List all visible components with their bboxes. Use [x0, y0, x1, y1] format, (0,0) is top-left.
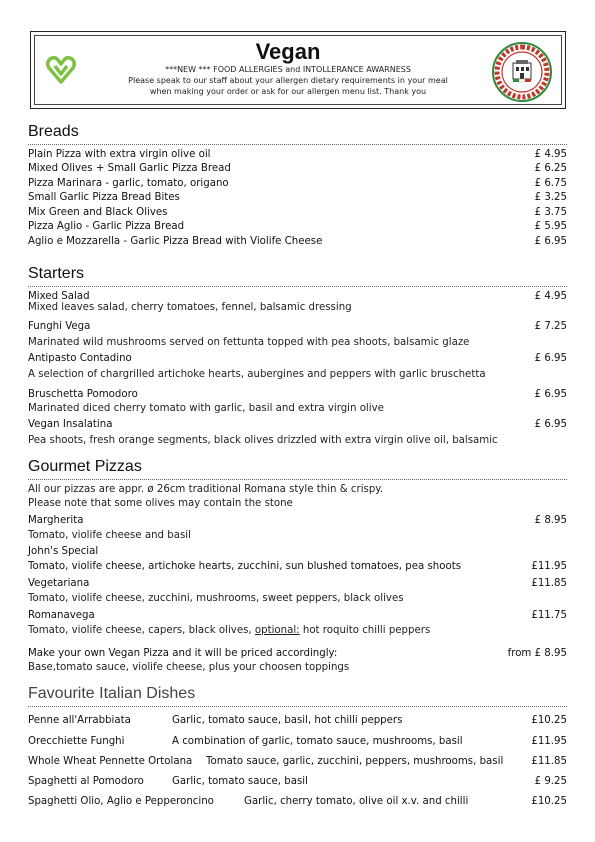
optional-label: optional:: [254, 625, 300, 636]
own-pizza-title: Make your own Vegan Pizza and it will be priced accordingly:: [28, 648, 338, 659]
bread-name: Pizza Aglio - Garlic Pizza Bread: [28, 221, 185, 232]
pizzas-intro-1: All our pizzas are appr. ø 26cm traditional Romana style thin & crispy.: [28, 484, 384, 495]
pizza-price: £11.75: [531, 610, 567, 621]
pizza-name: John's Special: [28, 546, 99, 557]
favourites-title: Favourite Italian Dishes: [28, 685, 196, 702]
bread-price: £ 5.95: [534, 221, 567, 232]
dish-name: Penne all'Arrabbiata: [28, 715, 131, 726]
pizzas-intro-2: Please note that some olives may contain the stone: [28, 498, 293, 509]
starter-price: £ 6.95: [534, 353, 567, 364]
bread-name: Small Garlic Pizza Bread Bites: [28, 192, 180, 203]
starters-title: Starters: [28, 265, 85, 282]
dish-desc: Garlic, tomato sauce, basil: [172, 776, 308, 787]
dish-price: £11.95: [531, 736, 567, 747]
pizza-desc-part: Tomato, violife cheese, capers, black olives,: [28, 625, 255, 636]
header-center: [95, 40, 481, 97]
dish-price: £ 9.25: [534, 776, 567, 787]
pizza-name: Vegetariana: [28, 578, 90, 589]
dish-desc: Tomato sauce, garlic, zucchini, peppers, mushrooms, basil: [206, 756, 504, 767]
favourites-section: [28, 684, 567, 807]
allergy-line-2: when making your order or ask for our allergen menu list. Thank you: [149, 87, 427, 96]
pizza-price: £11.95: [531, 561, 567, 572]
starter-desc: Marinated diced cherry tomato with garlic, basil and extra virgin olive: [28, 403, 384, 414]
own-pizza-price: from £ 8.95: [507, 648, 567, 659]
starter-price: £ 4.95: [534, 291, 567, 302]
breads-title: Breads: [28, 123, 79, 140]
starter-price: £ 6.95: [534, 419, 567, 430]
allergy-notice: ***NEW *** FOOD ALLERGIES and INTOLLERANCE AWARNESS: [165, 65, 411, 74]
pizza-desc: Tomato, violife cheese, artichoke hearts, zucchini, sun blushed tomatoes, pea shoots: [28, 561, 462, 572]
pizzas-rule: [28, 479, 567, 480]
starter-desc: Pea shoots, fresh orange segments, black olives drizzled with extra virgin olive oil, balsamic: [28, 435, 498, 446]
bread-name: Pizza Marinara - garlic, tomato, origano: [28, 178, 229, 189]
pizzas-section: [28, 457, 567, 673]
pizza-price: £ 8.95: [534, 515, 567, 526]
breads-section: [28, 122, 567, 247]
dish-desc: Garlic, tomato sauce, basil, hot chilli peppers: [172, 715, 403, 726]
favourites-rule: [28, 706, 567, 707]
vegan-heart-icon: [46, 55, 76, 85]
dish-name: Spaghetti Olio, Aglio e Pepperoncino: [28, 796, 214, 807]
pizzas-title: Gourmet Pizzas: [28, 458, 142, 475]
starter-price: £ 6.95: [534, 389, 567, 400]
dish-price: £10.25: [531, 715, 567, 726]
allergy-line-1: Please speak to our staff about your allergen dietary requirements in your meal: [128, 76, 448, 85]
bread-price: £ 3.25: [534, 192, 567, 203]
pizza-desc: [28, 624, 430, 638]
restaurant-seal-logo: [491, 41, 553, 103]
starter-name: Funghi Vega: [28, 321, 91, 332]
header-box: [30, 31, 566, 109]
dish-desc: A combination of garlic, tomato sauce, mushrooms, basil: [172, 736, 463, 747]
bread-price: £ 6.95: [534, 236, 567, 247]
bread-name: Aglio e Mozzarella - Garlic Pizza Bread with Violife Cheese: [28, 236, 323, 247]
bread-price: £ 4.95: [534, 149, 567, 160]
starter-desc: Mixed leaves salad, cherry tomatoes, fennel, balsamic dressing: [28, 302, 352, 313]
page-title: Vegan: [255, 39, 321, 64]
pizza-price: £11.85: [531, 578, 567, 589]
starters-rule: [28, 286, 567, 287]
starter-name: Mixed Salad: [28, 291, 90, 302]
bread-price: £ 3.75: [534, 207, 567, 218]
bread-price: £ 6.25: [534, 163, 567, 174]
starter-name: Antipasto Contadino: [28, 353, 132, 364]
pizza-desc: Tomato, violife cheese and basil: [28, 530, 191, 541]
dish-name: Orecchiette Funghi: [28, 736, 125, 747]
bread-name: Mixed Olives + Small Garlic Pizza Bread: [28, 163, 231, 174]
dish-price: £10.25: [531, 796, 567, 807]
starters-section: [28, 264, 567, 446]
dish-name: Spaghetti al Pomodoro: [28, 776, 144, 787]
dish-price: £11.85: [531, 756, 567, 767]
pizza-desc-part: hot roquito chilli peppers: [299, 625, 431, 636]
pizza-name: Romanavega: [28, 610, 95, 621]
bread-price: £ 6.75: [534, 178, 567, 189]
own-pizza-desc: Base,tomato sauce, violife cheese, plus your choosen toppings: [28, 662, 350, 673]
dish-name: Whole Wheat Pennette Ortolana: [28, 756, 193, 767]
dish-desc: Garlic, cherry tomato, olive oil x.v. and chilli: [244, 796, 469, 807]
bread-name: Plain Pizza with extra virgin olive oil: [28, 149, 211, 160]
breads-rule: [28, 144, 567, 145]
starter-name: Vegan Insalatina: [28, 419, 113, 430]
pizza-name: Margherita: [28, 515, 84, 526]
pizza-desc: Tomato, violife cheese, zucchini, mushrooms, sweet peppers, black olives: [28, 593, 404, 604]
starter-price: £ 7.25: [534, 321, 567, 332]
starter-desc: Marinated wild mushrooms served on fettunta topped with pea shoots, balsamic glaze: [28, 337, 470, 348]
starter-desc: A selection of chargrilled artichoke hearts, aubergines and peppers with garlic bruschetta: [28, 369, 486, 380]
starter-name: Bruschetta Pomodoro: [28, 389, 138, 400]
header-inner-frame: [34, 35, 562, 105]
bread-name: Mix Green and Black Olives: [28, 207, 168, 218]
